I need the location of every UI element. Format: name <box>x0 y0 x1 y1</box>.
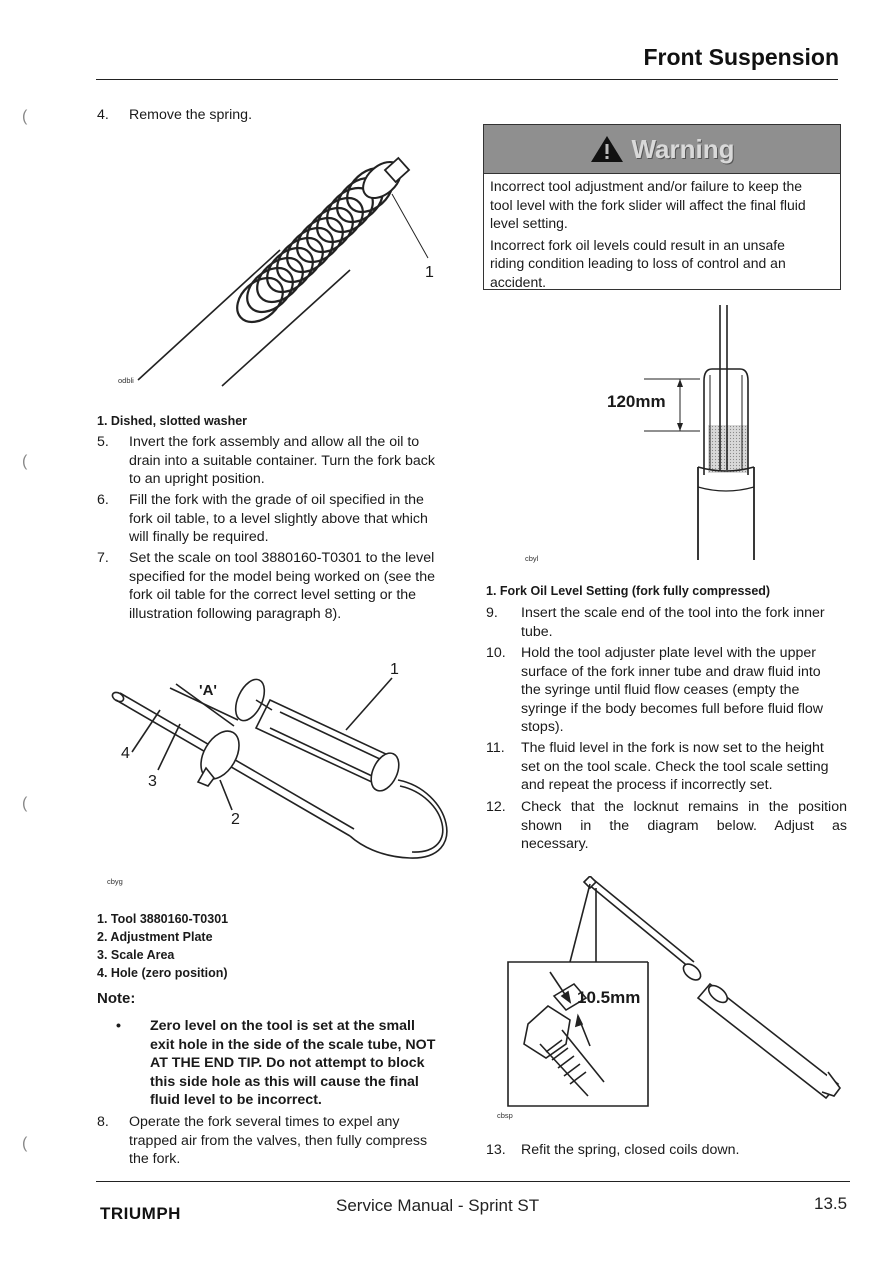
figure-caption: 1. Dished, slotted washer <box>97 414 248 428</box>
figure-caption: 1. Fork Oil Level Setting (fork fully compressed) <box>486 584 771 598</box>
page-title: Front Suspension <box>643 44 839 70</box>
figure-code: cbsp <box>497 1111 513 1120</box>
step-7 <box>97 549 467 625</box>
oil-level-tool-illustration <box>110 660 470 875</box>
note-line: exit hole in the side of the scale tube, NOT <box>150 1036 436 1053</box>
caption-line: 2. Adjustment Plate <box>97 930 213 944</box>
callout-1: 1 <box>425 264 434 281</box>
step-text: Remove the spring. <box>129 107 253 123</box>
margin-mark: ( <box>22 108 28 125</box>
warning-line: accident. <box>490 273 547 290</box>
step-line: Insert the scale end of the tool into the fork inner <box>521 605 825 621</box>
margin-mark: ( <box>22 795 28 812</box>
step-number: 4. <box>97 107 109 123</box>
step-4 <box>97 106 477 126</box>
warning-line: Incorrect fork oil levels could result in an unsafe <box>490 236 785 253</box>
callout-2: 2 <box>231 811 240 828</box>
manual-title: Service Manual - Sprint ST <box>336 1196 540 1215</box>
step-10 <box>486 644 851 738</box>
caption-line: 3. Scale Area <box>97 948 175 962</box>
step-number: 8. <box>97 1114 109 1130</box>
warning-line: level setting. <box>490 215 568 231</box>
warning-body <box>484 174 840 291</box>
note-line: fluid level to be incorrect. <box>150 1092 322 1108</box>
callout-1: 1 <box>390 661 399 678</box>
step-line: necessary. <box>521 836 589 852</box>
step-number: 5. <box>97 434 109 450</box>
note-label: Note: <box>97 990 136 1007</box>
step-line: the syringe until fluid flow ceases (empty the <box>521 682 800 698</box>
warning-line: riding condition leading to loss of control and an <box>490 255 786 271</box>
step-line: the fork. <box>129 1151 181 1167</box>
step-line: illustration following paragraph 8). <box>129 605 342 622</box>
step-line: Set the scale on tool 3880160-T0301 to the level <box>129 550 435 566</box>
warning-line: tool level with the fork slider will affect the final fluid <box>490 196 806 213</box>
spring-illustration <box>130 140 450 390</box>
figure-code: cbyl <box>525 554 539 563</box>
fork-oil-level-illustration <box>600 305 770 565</box>
note-line: Zero level on the tool is set at the small <box>150 1018 415 1034</box>
step-line: syringe if the body becomes full before fluid flow <box>521 700 824 717</box>
step-6 <box>97 491 467 547</box>
step-8 <box>97 1113 467 1169</box>
figure-code: odbli <box>118 376 134 385</box>
step-number: 13. <box>486 1142 506 1158</box>
footer-divider <box>96 1181 850 1182</box>
step-line: Operate the fork several times to expel any <box>129 1114 400 1130</box>
step-line: and repeat the process if incorrectly set. <box>521 777 773 793</box>
step-9 <box>486 604 851 642</box>
step-line: shown in the diagram below. Adjust as <box>521 817 847 834</box>
step-line: Check that the locknut remains in the position <box>521 799 847 815</box>
margin-mark: ( <box>22 1135 28 1152</box>
warning-line: Incorrect tool adjustment and/or failure to keep the <box>490 178 803 194</box>
step-line: surface of the fork inner tube and draw fluid into <box>521 663 821 680</box>
step-number: 6. <box>97 492 109 508</box>
triumph-logo: TRIUMPH <box>100 1204 181 1223</box>
caption-line: 4. Hole (zero position) <box>97 966 228 980</box>
header-divider <box>96 79 838 80</box>
note-line: AT THE END TIP. Do not attempt to block <box>150 1055 425 1071</box>
step-5 <box>97 433 467 489</box>
step-line: fork oil table for the correct level setting or the <box>129 587 417 603</box>
step-line: tube. <box>521 623 553 640</box>
step-number: 11. <box>486 740 505 756</box>
step-line: trapped air from the valves, then fully compress <box>129 1132 428 1149</box>
dimension-label-a: 'A' <box>199 682 217 699</box>
step-number: 7. <box>97 550 109 566</box>
figure-caption-list <box>97 910 228 982</box>
callout-4: 4 <box>121 745 130 762</box>
dimension-10-5mm: 10.5mm <box>577 988 641 1007</box>
step-number: 9. <box>486 605 498 621</box>
step-line: stops). <box>521 719 564 735</box>
step-line: will finally be required. <box>129 529 269 545</box>
note-bullet: • <box>116 1018 121 1034</box>
step-number: 12. <box>486 799 506 815</box>
step-12 <box>486 798 851 854</box>
page-number: 13.5 <box>814 1194 848 1213</box>
locknut-position-illustration <box>500 876 850 1116</box>
warning-box <box>483 124 841 290</box>
step-number: 10. <box>486 645 506 661</box>
step-text: Refit the spring, closed coils down. <box>521 1142 740 1158</box>
step-line: Fill the fork with the grade of oil specified in the <box>129 492 424 508</box>
warning-title: Warning <box>631 133 735 164</box>
figure-code: cbyg <box>107 877 123 886</box>
step-line: to an upright position. <box>129 471 265 487</box>
step-line: set on the tool scale. Check the tool scale setting <box>521 758 829 775</box>
step-11 <box>486 739 851 795</box>
step-line: Invert the fork assembly and allow all the oil to <box>129 434 420 450</box>
step-line: Hold the tool adjuster plate level with the upper <box>521 645 816 661</box>
step-line: drain into a suitable container. Turn the fork back <box>129 452 435 469</box>
step-line: The fluid level in the fork is now set to the height <box>521 740 824 756</box>
note-text <box>150 1017 470 1110</box>
dimension-120mm: 120mm <box>607 392 666 411</box>
warning-header <box>484 125 840 174</box>
note-line: this side hole as this will cause the final <box>150 1073 419 1090</box>
caption-line: 1. Tool 3880160-T0301 <box>97 912 229 926</box>
step-13 <box>486 1141 851 1161</box>
callout-3: 3 <box>148 773 157 790</box>
step-line: fork oil table, to a level slightly above that which <box>129 510 428 527</box>
step-line: specified for the model being worked on (see the <box>129 568 436 585</box>
warning-triangle-icon <box>589 134 625 164</box>
margin-mark: ( <box>22 453 28 470</box>
